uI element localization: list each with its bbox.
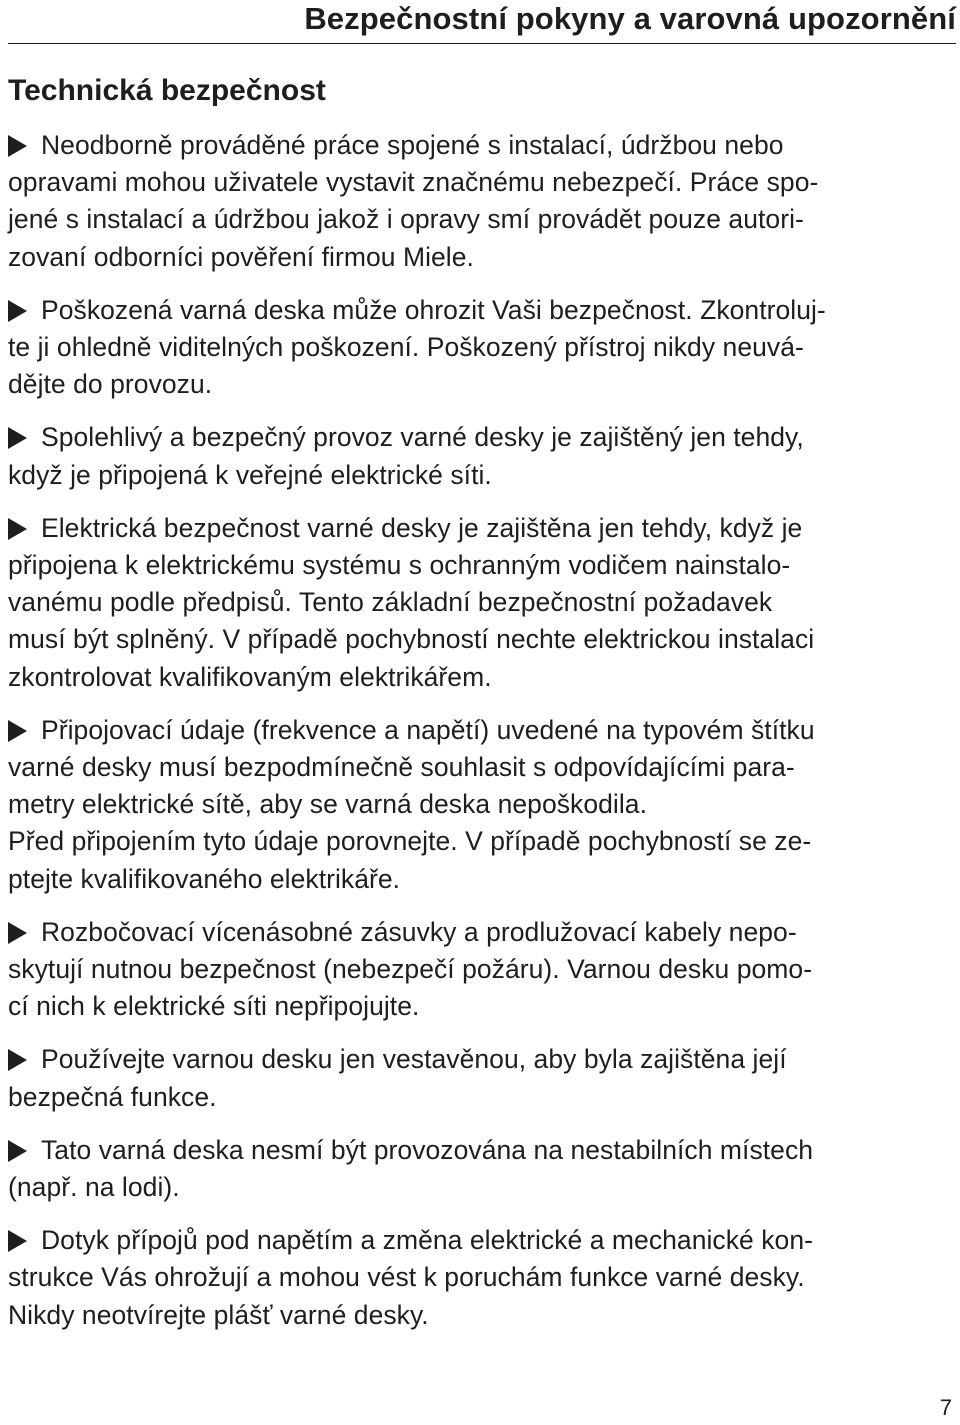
instruction-item	[8, 1222, 956, 1334]
page-number: 7	[939, 1395, 952, 1420]
instruction-line: jené s instalací a údržbou jakož i opravy smí provádět pouze autori-	[8, 204, 804, 235]
instruction-line: Před připojením tyto údaje porovnejte. V případě pochybností se ze-	[8, 826, 812, 857]
instruction-line: metry elektrické sítě, aby se varná deska nepoškodila.	[8, 789, 648, 820]
section-title: Technická bezpečnost	[8, 74, 326, 107]
instruction-line	[8, 292, 956, 329]
instruction-item	[8, 419, 956, 493]
bullet-triangle-icon	[8, 1230, 27, 1252]
instruction-line: když je připojená k veřejné elektrické síti.	[8, 459, 492, 490]
bullet-triangle-icon	[8, 1049, 27, 1071]
bullet-triangle-icon	[8, 427, 27, 449]
instruction-line	[8, 510, 956, 547]
instruction-item	[8, 914, 956, 1026]
instruction-line: dějte do provozu.	[8, 369, 213, 400]
instruction-text: Dotyk přípojů pod napětím a změna elektrické a mechanické kon-	[41, 1225, 813, 1256]
instruction-line: te ji ohledně viditelných poškození. Poškozený přístroj nikdy neuvá-	[8, 332, 804, 363]
instruction-line: připojena k elektrickému systému s ochranným vodičem nainstalo-	[8, 550, 791, 581]
page-header-title: Bezpečnostní pokyny a varovná upozornění	[304, 1, 956, 36]
instruction-line: ptejte kvalifikovaného elektrikáře.	[8, 863, 401, 894]
header-divider	[8, 43, 956, 44]
instruction-text: Poškozená varná deska může ohrozit Vaši bezpečnost. Zkontroluj-	[41, 294, 826, 325]
bullet-triangle-icon	[8, 720, 27, 742]
instruction-line: skytují nutnou bezpečnost (nebezpečí požáru). Varnou desku pomo-	[8, 954, 813, 985]
bullet-triangle-icon	[8, 135, 27, 157]
instruction-line	[8, 419, 956, 456]
instruction-line	[8, 914, 956, 951]
safety-instructions-list	[8, 127, 956, 1350]
instruction-text: Spolehlivý a bezpečný provoz varné desky je zajištěný jen tehdy,	[41, 422, 804, 453]
instruction-line: strukce Vás ohrožují a mohou vést k poruchám funkce varné desky.	[8, 1262, 805, 1293]
instruction-text: Připojovací údaje (frekvence a napětí) uvedené na typovém štítku	[41, 714, 815, 745]
instruction-line: (např. na lodi).	[8, 1172, 180, 1203]
instruction-line	[8, 127, 956, 164]
instruction-line: Nikdy neotvírejte plášť varné desky.	[8, 1299, 429, 1330]
instruction-text: Elektrická bezpečnost varné desky je zajištěna jen tehdy, když je	[41, 512, 803, 543]
bullet-triangle-icon	[8, 922, 27, 944]
instruction-line: opravami mohou uživatele vystavit značnému nebezpečí. Práce spo-	[8, 167, 819, 198]
instruction-line: cí nich k elektrické síti nepřipojujte.	[8, 991, 420, 1022]
instruction-line: zkontrolovat kvalifikovaným elektrikářem.	[8, 661, 492, 692]
instruction-text: Používejte varnou desku jen vestavěnou, aby byla zajištěna její	[41, 1044, 787, 1075]
instruction-item	[8, 1041, 956, 1115]
instruction-item	[8, 510, 956, 696]
bullet-triangle-icon	[8, 300, 27, 322]
instruction-item	[8, 1132, 956, 1206]
instruction-line	[8, 712, 956, 749]
instruction-text: Rozbočovací vícenásobné zásuvky a prodlužovací kabely nepo-	[41, 916, 797, 947]
instruction-line: musí být splněný. V případě pochybností nechte elektrickou instalaci	[8, 624, 815, 655]
instruction-line	[8, 1041, 956, 1078]
instruction-line: vanému podle předpisů. Tento základní bezpečnostní požadavek	[8, 587, 773, 618]
instruction-line: zovaní odborníci pověření firmou Miele.	[8, 241, 474, 272]
instruction-line	[8, 1222, 956, 1259]
instruction-text: Tato varná deska nesmí být provozována na nestabilních místech	[41, 1134, 814, 1165]
instruction-item	[8, 127, 956, 276]
instruction-item	[8, 292, 956, 404]
instruction-line: bezpečná funkce.	[8, 1081, 217, 1112]
instruction-line: varné desky musí bezpodmínečně souhlasit s odpovídajícími para-	[8, 752, 795, 783]
bullet-triangle-icon	[8, 518, 27, 540]
instruction-item	[8, 712, 956, 898]
bullet-triangle-icon	[8, 1140, 27, 1162]
instruction-line	[8, 1132, 956, 1169]
instruction-text: Neodborně prováděné práce spojené s instalací, údržbou nebo	[41, 130, 784, 160]
